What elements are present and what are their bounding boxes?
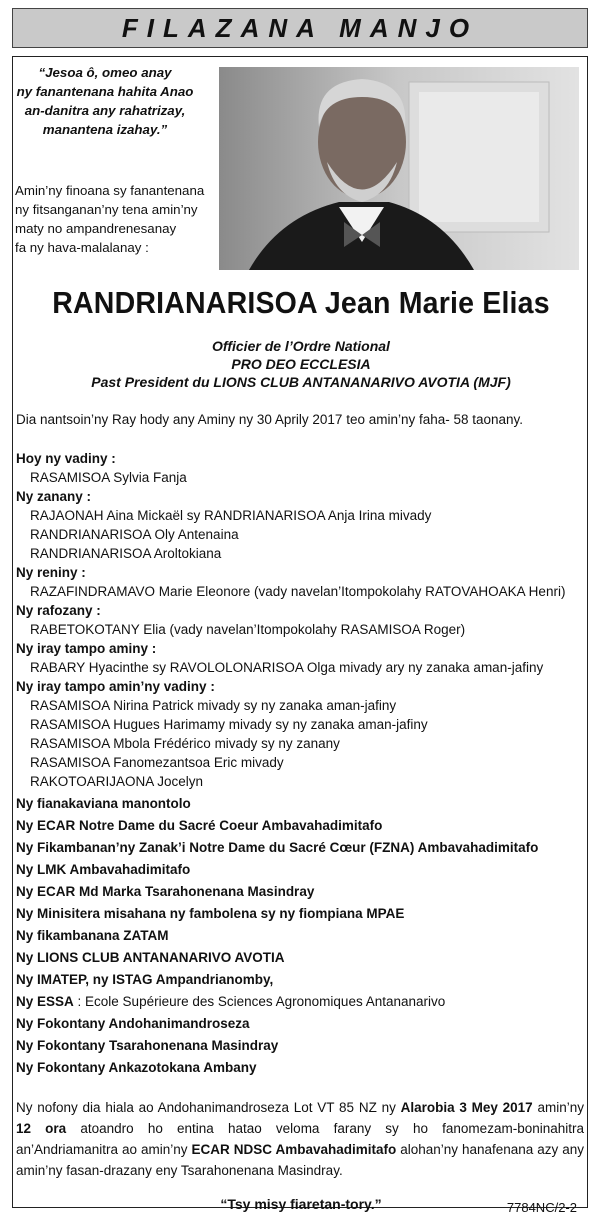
family-member: RABARY Hyacinthe sy RAVOLOLONARISOA Olga mivady ary ny zanaka aman-jafiny: [30, 660, 544, 675]
label-zanany: Ny zanany :: [16, 489, 92, 504]
final-text: amin’ny: [532, 1100, 584, 1115]
label-iray-tampo-vady: Ny iray tampo amin’ny vadiny :: [16, 679, 215, 694]
closing-quote: “Tsy misy fiaretan-tory.”: [220, 1196, 382, 1212]
family-member: RASAMISOA Mbola Frédérico mivady sy ny zanany: [30, 736, 340, 751]
funeral-date: Alarobia 3 Mey 2017: [400, 1100, 533, 1115]
deceased-name: RANDRIANARISOA Jean Marie Elias: [52, 285, 550, 320]
intro-line: maty no ampandrenesanay: [15, 221, 177, 236]
family-member: RASAMISOA Nirina Patrick mivady sy ny zanaka aman-jafiny: [30, 698, 397, 713]
fokontany-line: Ny Fokontany Andohanimandroseza: [16, 1016, 250, 1031]
org-line: Ny ECAR Md Marka Tsarahonenana Masindray: [16, 884, 315, 899]
family-member: RAZAFINDRAMAVO Marie Eleonore (vady navelan’Itompokolahy RATOVAHOAKA Henri): [30, 584, 566, 599]
org-line-essa: [16, 994, 445, 1009]
essa-text: : Ecole Supérieure des Sciences Agronomiques Antananarivo: [73, 994, 446, 1009]
family-member: RASAMISOA Hugues Harimamy mivady sy ny zanaka aman-jafiny: [30, 717, 428, 732]
final-text: Ny nofony dia hiala ao Andohanimandroseza Lot VT 85 NZ ny: [16, 1100, 401, 1115]
title-line: PRO DEO ECCLESIA: [231, 356, 371, 372]
notice: [12, 8, 588, 1215]
reference-code: 7784NC/2-2: [506, 1200, 577, 1215]
org-line: Ny IMATEP, ny ISTAG Ampandrianomby,: [16, 972, 274, 987]
quote-line: an-danitra any rahatrizay,: [24, 103, 186, 118]
portrait-photo: [219, 67, 579, 270]
label-vady: Hoy ny vadiny :: [16, 451, 116, 466]
family-member: RABETOKOTANY Elia (vady navelan’Itompokolahy RASAMISOA Roger): [30, 622, 466, 637]
funeral-church: ECAR NDSC Ambavahadimitafo: [191, 1142, 397, 1157]
family-member: RASAMISOA Sylvia Fanja: [30, 470, 187, 485]
org-line: Ny fianakaviana manontolo: [16, 796, 191, 811]
final-text: alohan’ny hanafenana azy any amin’ny fasan-drazany eny Tsarahonenana Masindray.: [16, 1142, 584, 1178]
family-member: RASAMISOA Fanomezantsoa Eric mivady: [30, 755, 284, 770]
death-announcement: Dia nantsoin’ny Ray hody any Aminy ny 30 Aprily 2017 teo amin’ny faha- 58 taonany.: [16, 412, 524, 427]
title-line: Past President du LIONS CLUB ANTANANARIVO AVOTIA (MJF): [91, 374, 511, 390]
org-line: Ny Fikambanan’ny Zanak’i Notre Dame du Sacré Cœur (FZNA) Ambavahadimitafo: [16, 840, 539, 855]
quote-line: manantena izahay.”: [42, 122, 168, 137]
notice-header: [12, 8, 588, 48]
fokontany-line: Ny Fokontany Ankazotokana Ambany: [16, 1060, 257, 1075]
label-rafozany: Ny rafozany :: [16, 603, 101, 618]
family-member: RANDRIANARISOA Aroltokiana: [30, 546, 222, 561]
quote: [15, 63, 195, 139]
org-line: Ny LMK Ambavahadimitafo: [16, 862, 191, 877]
label-reniny: Ny reniny :: [16, 565, 86, 580]
intro-line: ny fitsanganan’ny tena amin’ny: [15, 202, 198, 217]
family-member: RANDRIANARISOA Oly Antenaina: [30, 527, 239, 542]
title-line: Officier de l’Ordre National: [212, 338, 390, 354]
essa-label: Ny ESSA: [16, 994, 74, 1009]
quote-line: ny fanantenana hahita Anao: [16, 84, 194, 99]
family-member: RAKOTOARIJAONA Jocelyn: [30, 774, 204, 789]
fokontany-line: Ny Fokontany Tsarahonenana Masindray: [16, 1038, 279, 1053]
intro-text: [15, 181, 213, 257]
intro-line: fa ny hava-malalanay :: [15, 240, 149, 255]
org-line: Ny Minisitera misahana ny fambolena sy ny fiompiana MPAE: [16, 906, 405, 921]
org-line: Ny ECAR Notre Dame du Sacré Coeur Ambavahadimitafo: [16, 818, 383, 833]
portrait-image: [219, 67, 579, 270]
org-line: Ny fikambanana ZATAM: [16, 928, 169, 943]
funeral-time: 12 ora: [16, 1121, 67, 1136]
intro-line: Amin’ny finoana sy fanantenana: [15, 183, 205, 198]
funeral-details: [16, 1097, 584, 1181]
org-line: Ny LIONS CLUB ANTANANARIVO AVOTIA: [16, 950, 285, 965]
honorific-titles: [13, 337, 589, 391]
quote-line: “Jesoa ô, omeo anay: [38, 65, 172, 80]
header-title: FILAZANA MANJO: [121, 12, 479, 43]
final-text: atoandro ho entina hatao veloma farany sy ho fanomezam-boninahitra an’Andriamanitra ao amin’ny: [16, 1121, 584, 1157]
label-iray-tampo: Ny iray tampo aminy :: [16, 641, 157, 656]
notice-body: [12, 56, 588, 1215]
family-member: RAJAONAH Aina Mickaël sy RANDRIANARISOA Anja Irina mivady: [30, 508, 432, 523]
